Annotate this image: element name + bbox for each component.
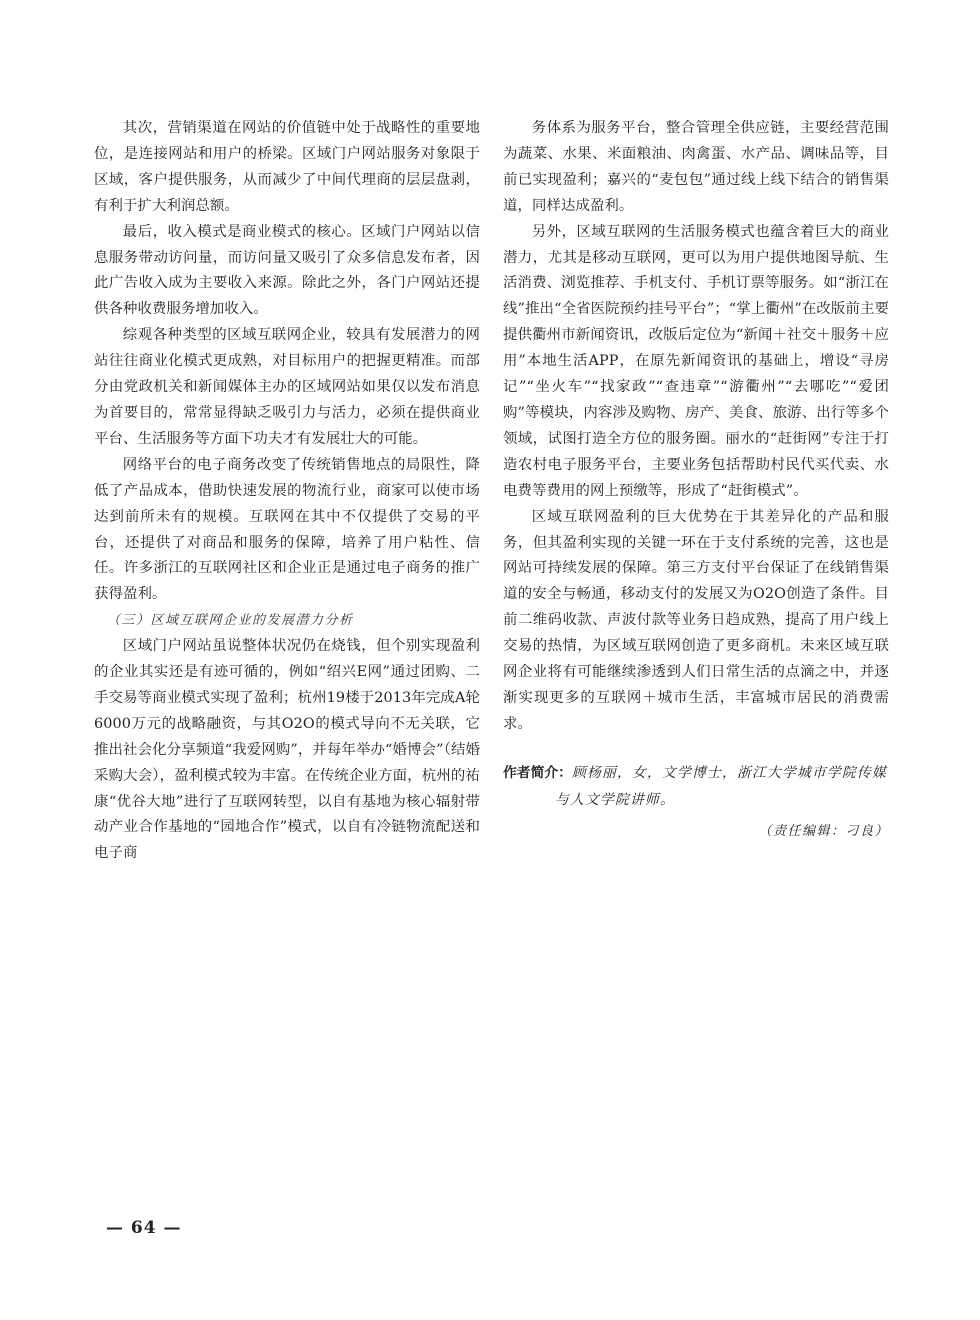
paragraph: 最后，收入模式是商业模式的核心。区域门户网站以信息服务带动访问量，而访问量又吸引了众多信息发布者，因此广告收入成为主要收入来源。除此之外，各门户网站还提供各种收费服务增加收入。	[94, 223, 480, 318]
paragraph: 综观各种类型的区域互联网企业，较具有发展潜力的网站往往商业化模式更成熟，对目标用户的把握更精准。而部分由党政机关和新闻媒体主办的区域网站如果仅以发布消息为首要目的，常常显得缺乏吸引力与活力，必须在提供商业平台、生活服务等方面下功夫才有发展壮大的可能。	[94, 327, 480, 447]
author-bio	[503, 760, 889, 814]
paragraph: 网络平台的电子商务改变了传统销售地点的局限性，降低了产品成本，借助快速发展的物流行业，商家可以使市场达到前所未有的规模。互联网在其中不仅提供了交易的平台，还提供了对商品和服务的保障，培养了用户粘性、信任。许多浙江的互联网社区和企业正是通过电子商务的推广获得盈利。	[94, 456, 480, 603]
paragraph: 区域互联网盈利的巨大优势在于其差异化的产品和服务，但其盈利实现的关键一环在于支付系统的完善，这也是网站可持续发展的保障。第三方支付平台保证了在线销售渠道的安全与畅通，移动支付的发展又为O2O创造了条件。目前二维码收款、声波付款等业务日趋成熟，提高了用户线上交易的热情，为区域互联网创造了更多商机。未来区域互联网企业将有可能继续渗透到人们日常生活的点滴之中，并逐渐实现更多的互联网＋城市生活，丰富城市居民的消费需求。	[503, 508, 889, 732]
right-text-column	[503, 116, 889, 839]
paragraph: 务体系为服务平台，整合管理全供应链，主要经营范围为蔬菜、水果、米面粮油、肉禽蛋、水产品、调味品等，目前已实现盈利；嘉兴的“麦包包”通过线上线下结合的销售渠道，同样达成盈利。	[503, 120, 889, 214]
paragraph: 其次，营销渠道在网站的价值链中处于战略性的重要地位，是连接网站和用户的桥梁。区域门户网站服务对象限于区域，客户提供服务，从而减少了中间代理商的层层盘剥，有利于扩大利润总额。	[94, 120, 480, 214]
responsible-editor: （责任编辑：刁良）	[758, 823, 889, 839]
author-bio-text: 顾杨丽，女，文学博士，浙江大学城市学院传媒	[571, 764, 887, 781]
author-bio-text-continued: 与人文学院讲师。	[555, 791, 675, 808]
paragraph: 区域门户网站虽说整体状况仍在烧钱，但个别实现盈利的企业其实还是有迹可循的，例如“绍兴E网”通过团购、二手交易等商业模式实现了盈利；杭州19楼于2013年完成A轮6000万元的战略融资，与其O2O的模式导向不无关联，它推出社会化分享频道“我爱网购”，并每年举办“婚博会”（结婚采购大会），盈利模式较为丰富。在传统企业方面，杭州的祐康“优谷大地”进行了互联网转型，以自有基地为核心辐射带动产业合作基地的“园地合作”模式，以自有冷链物流配送和电子商	[94, 638, 480, 862]
left-text-column	[94, 116, 480, 867]
section-heading: （三）区域互联网企业的发展潜力分析	[107, 613, 354, 629]
author-bio-label: 作者简介：	[503, 764, 572, 781]
page-number: — 64 —	[106, 1218, 182, 1238]
paragraph: 另外，区域互联网的生活服务模式也蕴含着巨大的商业潜力，尤其是移动互联网，更可以为用户提供地图导航、生活消费、浏览推荐、手机支付、手机订票等服务。如“浙江在线”推出“全省医院预约挂号平台”；“掌上衢州”在改版前主要提供衢州市新闻资讯，改版后定位为“新闻＋社交＋服务＋应用”本地生活APP，在原先新闻资讯的基础上，增设“寻房记”“坐火车”“找家政”“查违章”“游衢州”“去哪吃”“爱团购”等模块，内容涉及购物、房产、美食、旅游、出行等多个领域，试图打造全方位的服务圈。丽水的“赶街网”专注于打造农村电子服务平台，主要业务包括帮助村民代买代卖、水电费等费用的网上预缴等，形成了“赶街模式”。	[503, 223, 889, 499]
